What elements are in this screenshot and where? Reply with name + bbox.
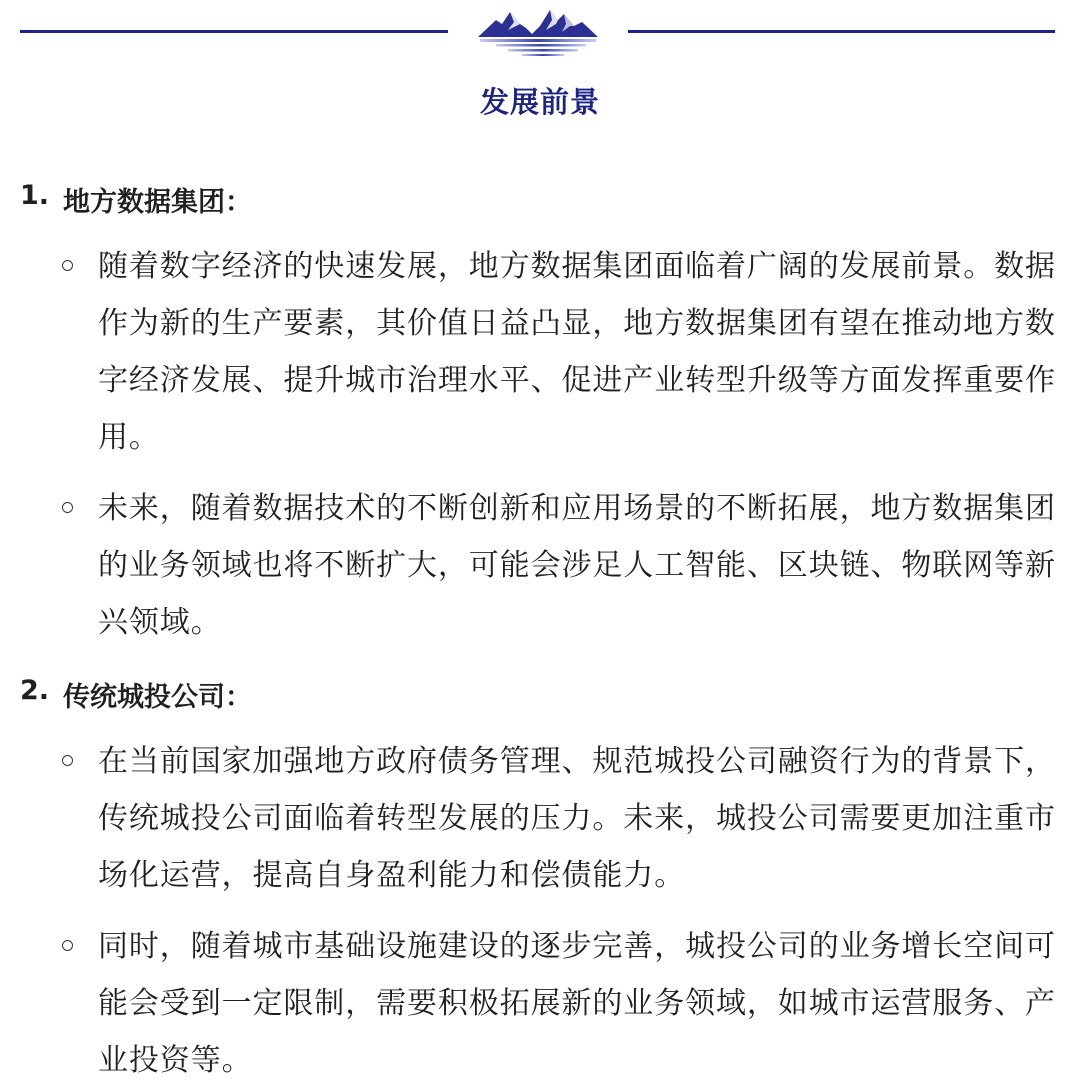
section-title: 地方数据集团： (63, 187, 252, 218)
hollow-bullet-icon (62, 755, 73, 766)
section-heading (0, 665, 1080, 725)
list-item (98, 733, 1056, 904)
hollow-bullet-icon (62, 260, 73, 271)
list-item-text: 未来，随着数据技术的不断创新和应用场景的不断拓展，地方数据集团的业务领域也将不断扩大，可能会涉足人工智能、区块链、物联网等新兴领域。 (98, 491, 1056, 640)
list-item-text: 在当前国家加强地方政府债务管理、规范城投公司融资行为的背景下，传统城投公司面临着转型发展的压力。未来，城投公司需要更加注重市场化运营，提高自身盈利能力和偿债能力。 (98, 744, 1056, 893)
section-number: 1. (20, 180, 50, 211)
list-item (98, 918, 1056, 1089)
divider-right (628, 30, 1055, 33)
hollow-bullet-icon (62, 502, 73, 513)
section-heading (0, 170, 1080, 230)
section-number: 2. (20, 675, 50, 706)
list-item (98, 480, 1056, 651)
mountain-lake-icon (474, 4, 602, 58)
hollow-bullet-icon (62, 940, 73, 951)
section-title: 传统城投公司： (63, 682, 252, 713)
divider-left (20, 30, 448, 33)
page-title: 发展前景 (479, 85, 600, 119)
list-item (98, 238, 1056, 466)
article-body (0, 170, 1080, 1089)
list-item-text: 同时，随着城市基础设施建设的逐步完善，城投公司的业务增长空间可能会受到一定限制，需要积极拓展新的业务领域，如城市运营服务、产业投资等。 (98, 929, 1056, 1078)
section-header (0, 0, 1080, 140)
list-item-text: 随着数字经济的快速发展，地方数据集团面临着广阔的发展前景。数据作为新的生产要素，其价值日益凸显，地方数据集团有望在推动地方数字经济发展、提升城市治理水平、促进产业转型升级等方面发挥重要作用。 (98, 249, 1056, 455)
